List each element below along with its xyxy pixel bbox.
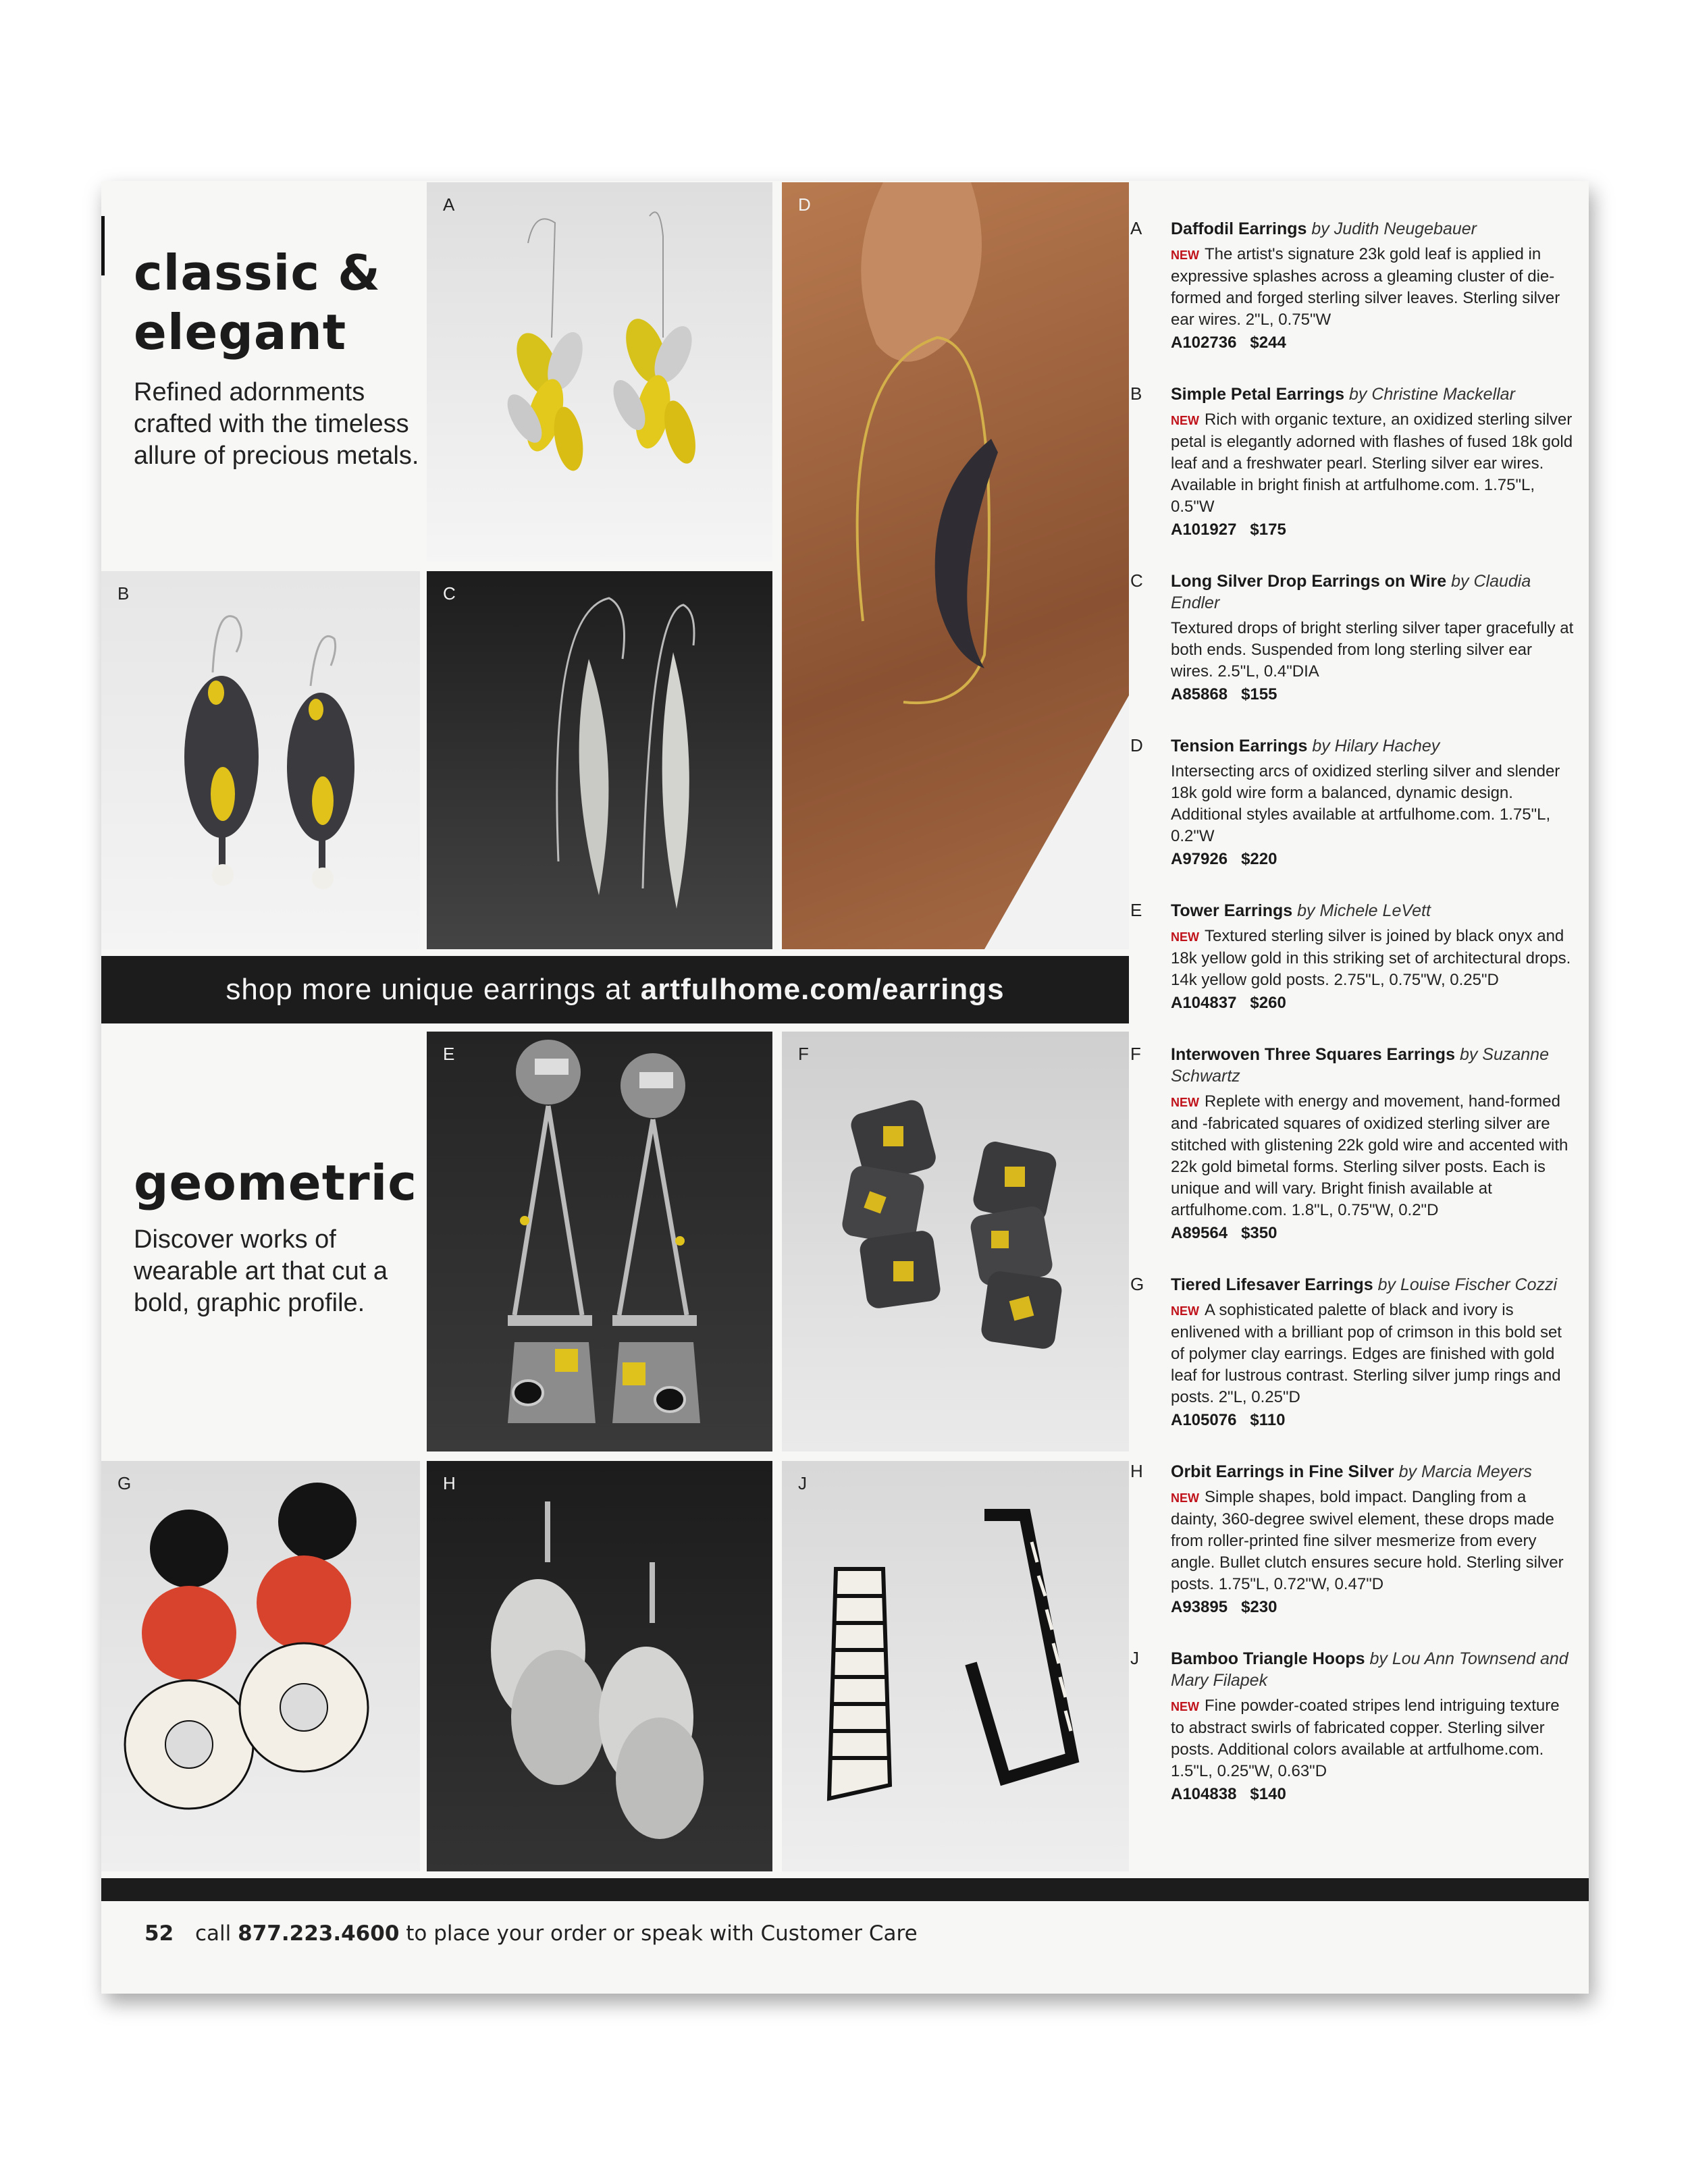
new-badge: NEW	[1171, 930, 1199, 944]
interwoven-three-squares-earrings-image	[782, 1032, 1129, 1451]
long-silver-drop-earrings-image	[427, 571, 772, 949]
banner-link[interactable]: artfulhome.com/earrings	[640, 973, 1005, 1006]
product-entry	[1130, 218, 1576, 354]
new-badge: NEW	[1171, 1304, 1199, 1318]
product-heading	[1171, 218, 1576, 240]
photo-label-c: C	[443, 583, 456, 604]
product-name[interactable]: Tower Earrings	[1171, 901, 1293, 920]
product-sku-price	[1171, 849, 1576, 870]
tiered-lifesaver-earrings-image	[101, 1461, 420, 1871]
product-entry	[1130, 900, 1576, 1014]
product-entry	[1130, 1044, 1576, 1244]
photo-f	[782, 1032, 1129, 1451]
title-line: classic &	[134, 244, 381, 301]
product-description	[1171, 926, 1576, 991]
product-artist: by Christine Mackellar	[1349, 385, 1515, 404]
product-entry	[1130, 1274, 1576, 1431]
photo-b	[101, 571, 420, 949]
product-letter: G	[1130, 1274, 1144, 1294]
product-sku-price	[1171, 684, 1576, 705]
photo-label-h: H	[443, 1473, 456, 1493]
product-letter: E	[1130, 900, 1142, 920]
product-price: $155	[1241, 685, 1277, 703]
new-badge: NEW	[1171, 1700, 1199, 1713]
product-description-text: Intersecting arcs of oxidized sterling silver and slender 18k gold wire form a balanced, dynamic design. Additional styles available at artfulhome.com. 1.75"L, 0.2"W	[1171, 762, 1560, 845]
product-description	[1171, 1091, 1576, 1221]
photo-a	[427, 182, 772, 562]
product-description-text: Replete with energy and movement, hand-formed and -fabricated squares of oxidized sterling silver are stitched with glistening 22k gold wire and accented with 22k gold bimetal forms. Sterling silver posts. Each is unique and will vary. Bright finish available at artfulhome.com. 1.8"L, 0.75"W, 0.2"D	[1171, 1092, 1568, 1219]
bottom-bar	[101, 1878, 1589, 1901]
product-description-text: A sophisticated palette of black and ivory is enlivened with a brilliant pop of crimson in this bold set of polymer clay earrings. Edges are finished with gold leaf for lustrous contrast. Sterling silver jump rings and posts. 2"L, 0.25"D	[1171, 1301, 1562, 1406]
daffodil-earrings-image	[427, 182, 772, 562]
section-sub-geometric	[134, 1224, 388, 1319]
photo-label-g: G	[117, 1473, 132, 1493]
product-letter: J	[1130, 1648, 1139, 1668]
product-artist: by Hilary Hachey	[1312, 737, 1440, 755]
product-price: $350	[1241, 1224, 1277, 1242]
photo-label-f: F	[798, 1044, 809, 1064]
product-description	[1171, 618, 1576, 683]
product-sku: A85868	[1171, 685, 1228, 703]
product-price: $244	[1250, 334, 1286, 352]
product-list	[1130, 218, 1576, 1835]
product-sku: A101927	[1171, 521, 1237, 539]
sub-line: bold, graphic profile.	[134, 1289, 365, 1317]
photo-label-e: E	[443, 1044, 455, 1064]
photo-c	[427, 571, 772, 949]
photo-label-b: B	[117, 583, 130, 604]
new-badge: NEW	[1171, 1096, 1199, 1109]
footer-text: to place your order or speak with Customer Care	[406, 1921, 918, 1946]
product-sku: A97926	[1171, 850, 1228, 868]
new-badge: NEW	[1171, 414, 1199, 427]
section-title-geometric: geometric	[134, 1154, 417, 1211]
product-name[interactable]: Tension Earrings	[1171, 737, 1308, 755]
section-sub-classic	[134, 377, 419, 472]
footer	[144, 1921, 918, 1946]
bamboo-triangle-hoops-image	[782, 1461, 1129, 1871]
simple-petal-earrings-image	[101, 571, 420, 949]
product-entry	[1130, 1648, 1576, 1805]
product-entry	[1130, 570, 1576, 705]
product-letter: B	[1130, 383, 1142, 404]
phone-number[interactable]: 877.223.4600	[238, 1921, 400, 1946]
product-name[interactable]: Simple Petal Earrings	[1171, 385, 1345, 404]
product-artist: by Michele LeVett	[1297, 901, 1431, 920]
product-price: $140	[1250, 1785, 1286, 1803]
sub-line: allure of precious metals.	[134, 442, 419, 470]
product-letter: H	[1130, 1461, 1143, 1481]
product-price: $220	[1241, 850, 1277, 868]
product-heading	[1171, 570, 1576, 614]
product-description	[1171, 244, 1576, 331]
page-number: 52	[144, 1921, 174, 1946]
product-artist: by Claudia Endler	[1171, 572, 1531, 612]
product-heading	[1171, 1274, 1576, 1296]
product-sku: A89564	[1171, 1224, 1228, 1242]
photo-e	[427, 1032, 772, 1451]
tower-earrings-image	[427, 1032, 772, 1451]
new-badge: NEW	[1171, 248, 1199, 262]
product-artist: by Marcia Meyers	[1398, 1462, 1532, 1481]
product-sku-price	[1171, 519, 1576, 541]
product-sku-price	[1171, 332, 1576, 354]
product-artist: by Suzanne Schwartz	[1171, 1045, 1549, 1086]
product-letter: C	[1130, 570, 1143, 591]
product-entry	[1130, 1461, 1576, 1618]
product-heading	[1171, 735, 1576, 757]
product-entry	[1130, 735, 1576, 870]
product-heading	[1171, 1044, 1576, 1087]
product-description-text: The artist's signature 23k gold leaf is applied in expressive splashes across a gleaming cluster of die-formed and forged sterling silver leaves. Sterling silver ear wires. 2"L, 0.75"W	[1171, 245, 1560, 329]
product-price: $175	[1250, 521, 1286, 539]
section-title-classic	[134, 243, 381, 362]
sub-line: Refined adornments	[134, 378, 365, 406]
product-letter: A	[1130, 218, 1142, 238]
product-description	[1171, 1695, 1576, 1782]
product-price: $230	[1241, 1598, 1277, 1616]
title-line: elegant	[134, 304, 347, 361]
product-name[interactable]: Daffodil Earrings	[1171, 219, 1307, 238]
product-name[interactable]: Tiered Lifesaver Earrings	[1171, 1275, 1373, 1294]
shop-more-banner[interactable]	[101, 956, 1129, 1023]
product-description-text: Simple shapes, bold impact. Dangling from a dainty, 360-degree swivel element, these drops made from roller-printed fine silver mesmerize from every angle. Bullet clutch ensures secure hold. Sterling silver posts. 1.75"L, 0.72"W, 0.47"D	[1171, 1488, 1564, 1593]
photo-h	[427, 1461, 772, 1871]
product-entry	[1130, 383, 1576, 541]
product-description-text: Fine powder-coated stripes lend intriguing texture to abstract swirls of fabricated copper. Sterling silver posts. Additional colors available at artfulhome.com. 1.5"L, 0.25"W, 0.63"D	[1171, 1697, 1560, 1780]
photo-label-d: D	[798, 194, 811, 215]
product-heading	[1171, 900, 1576, 922]
product-sku: A93895	[1171, 1598, 1228, 1616]
product-description	[1171, 761, 1576, 847]
product-letter: F	[1130, 1044, 1141, 1064]
sub-line: crafted with the timeless	[134, 410, 409, 438]
product-description-text: Textured drops of bright sterling silver taper gracefully at both ends. Suspended from long sterling silver ear wires. 2.5"L, 0.4"DIA	[1171, 619, 1574, 681]
product-name[interactable]: Interwoven Three Squares Earrings	[1171, 1045, 1455, 1064]
product-price: $110	[1250, 1411, 1286, 1429]
product-heading	[1171, 1461, 1576, 1483]
product-name[interactable]: Orbit Earrings in Fine Silver	[1171, 1462, 1394, 1481]
photo-d	[782, 182, 1129, 949]
photo-label-a: A	[443, 194, 455, 215]
product-description	[1171, 409, 1576, 518]
product-sku-price	[1171, 1410, 1576, 1431]
new-badge: NEW	[1171, 1491, 1199, 1505]
sub-line: Discover works of	[134, 1225, 336, 1254]
edge-mark	[101, 216, 105, 275]
photo-g	[101, 1461, 420, 1871]
product-description	[1171, 1300, 1576, 1408]
product-artist: by Louise Fischer Cozzi	[1377, 1275, 1558, 1294]
product-sku: A104838	[1171, 1785, 1237, 1803]
product-price: $260	[1250, 994, 1286, 1012]
footer-call: call	[195, 1921, 232, 1946]
product-description	[1171, 1487, 1576, 1595]
product-sku-price	[1171, 1784, 1576, 1805]
product-heading	[1171, 1648, 1576, 1691]
photo-j	[782, 1461, 1129, 1871]
product-heading	[1171, 383, 1576, 405]
product-sku: A102736	[1171, 334, 1237, 352]
product-description-text: Rich with organic texture, an oxidized sterling silver petal is elegantly adorned with flashes of fused 18k gold leaf and a freshwater pearl. Sterling silver ear wires. Available in bright finish at artfulhome.com. 1.75"L, 0.5"W	[1171, 410, 1573, 516]
product-artist: by Lou Ann Townsend and Mary Filapek	[1171, 1649, 1568, 1690]
banner-text: shop more unique earrings at	[226, 973, 631, 1006]
product-sku: A104837	[1171, 994, 1237, 1012]
product-description-text: Textured sterling silver is joined by black onyx and 18k yellow gold in this striking set of architectural drops. 14k yellow gold posts. 2.75"L, 0.75"W, 0.25"D	[1171, 927, 1571, 989]
product-sku-price	[1171, 992, 1576, 1014]
product-name[interactable]: Long Silver Drop Earrings on Wire	[1171, 572, 1447, 591]
product-sku-price	[1171, 1597, 1576, 1618]
sub-line: wearable art that cut a	[134, 1257, 388, 1285]
photo-label-j: J	[798, 1473, 807, 1493]
tension-earrings-image	[782, 182, 1129, 949]
orbit-earrings-image	[427, 1461, 772, 1871]
product-name[interactable]: Bamboo Triangle Hoops	[1171, 1649, 1365, 1668]
product-letter: D	[1130, 735, 1143, 755]
product-sku: A105076	[1171, 1411, 1237, 1429]
product-sku-price	[1171, 1223, 1576, 1244]
catalog-page	[101, 181, 1589, 1994]
product-artist: by Judith Neugebauer	[1311, 219, 1477, 238]
